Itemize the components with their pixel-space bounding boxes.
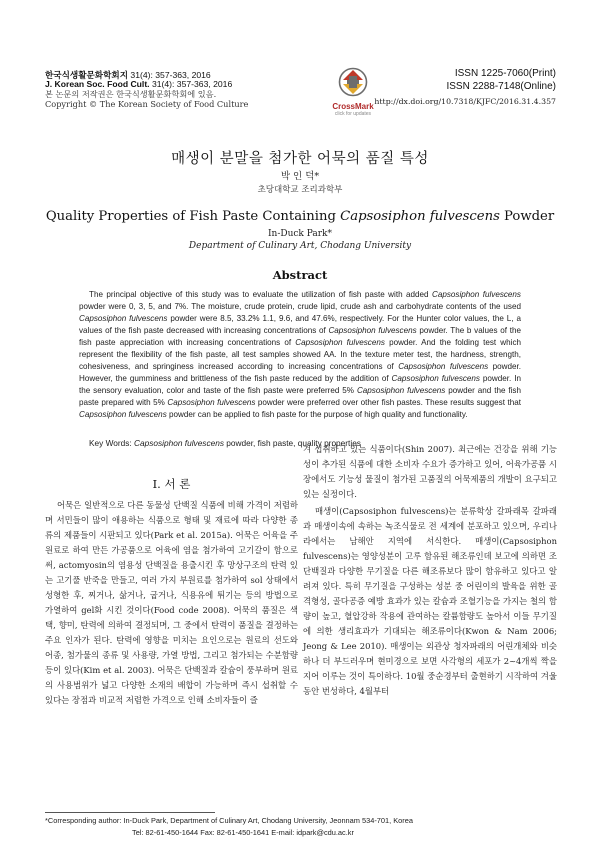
footnote-contact: Tel: 82-61-450-1644 Fax: 82-61-450-1641 E-mail: idpark@cdu.ac.kr bbox=[132, 828, 354, 837]
abstract-text: powder. The b values of the fish paste appreciation with increasing concentrations of bbox=[79, 326, 521, 347]
species-name: Capsosiphon fulvescens bbox=[391, 374, 480, 383]
doi-link[interactable]: http://dx.doi.org/10.7318/KJFC/2016.31.4.357 bbox=[374, 97, 556, 106]
abstract-text: powder and the fish paste prepared with 5% bbox=[79, 386, 521, 407]
abstract-heading: Abstract bbox=[272, 268, 328, 282]
abstract-text: powder were 0, 3, 5, and 7%. The moisture, crude protein, crude lipid, crude ash and carbohydrate contents of the used bbox=[79, 302, 521, 311]
title-en-pre: Quality Properties of Fish Paste Containing bbox=[45, 209, 341, 224]
species-name: Capsosiphon fulvescens bbox=[167, 398, 256, 407]
journal-name-kr: 한국식생활문화학회지 bbox=[45, 70, 129, 80]
footnote-corresponding: *Corresponding author: In-Duck Park, Department of Culinary Art, Chodang University, Jeonnam 534-701, Korea bbox=[45, 816, 413, 825]
body-column-right bbox=[303, 442, 557, 699]
journal-vol-en: 31(4): 357-363, 2016 bbox=[151, 79, 233, 89]
abstract-text: powder were 8.5, 33.2% 1.1, 9.6, and 47.6%, respectively. For the Hunter color values, the L, a values of the fish paste decreased with increasing concentrations of bbox=[79, 314, 521, 335]
crossmark-icon bbox=[338, 67, 368, 97]
abstract-text: powder. However, the gumminess and brittleness of the fish paste reduced by the addition of bbox=[79, 362, 521, 383]
abstract-text: powder were preferred over other fish pastes. These results suggest that bbox=[255, 398, 521, 407]
title-english bbox=[0, 209, 600, 224]
footnote-rule bbox=[45, 812, 215, 813]
author-english: In-Duck Park* bbox=[267, 229, 333, 239]
body-column-left bbox=[45, 498, 298, 708]
abstract-text: powder. In the sensory evaluation, color and taste of the fish paste were preferred 5% bbox=[79, 374, 521, 395]
crossmark-sub: click for updates bbox=[334, 111, 372, 117]
copyright-notice-kr: 본 논문의 저작권은 한국식생활문화학회에 있음. bbox=[45, 89, 217, 99]
issn-print: ISSN 1225-7060(Print) bbox=[454, 68, 556, 79]
journal-line-english bbox=[45, 79, 232, 89]
abstract-body bbox=[79, 289, 521, 421]
affiliation-english: Department of Culinary Art, Chodang University bbox=[188, 241, 412, 251]
paragraph: 겨 섭취하고 있는 식품이다(Shin 2007). 최근에는 건강을 위해 기능성이 추가된 식품에 대한 소비자 수요가 증가하고 있어, 어육가공품 시장에서도 기능성 물질이 첨가된 고품질의 어묵제품의 개발이 요구되고 있는 실정이다. bbox=[303, 444, 557, 499]
author-korean: 박 인 덕* bbox=[280, 171, 320, 182]
species-name: Capsosiphon fulvescens bbox=[328, 326, 417, 335]
keywords-label: Key Words: bbox=[89, 438, 135, 448]
keywords-species: Capsosiphon fulvescens bbox=[134, 438, 224, 448]
title-en-post: Powder bbox=[499, 209, 555, 224]
abstract-text: The principal objective of this study was to evaluate the utilization of fish paste with added bbox=[89, 290, 433, 299]
keywords-rest: powder, fish paste, quality properties bbox=[223, 438, 361, 448]
section-heading-intro: Ⅰ. 서 론 bbox=[152, 477, 191, 491]
issn-online: ISSN 2288-7148(Online) bbox=[446, 81, 556, 92]
crossmark-label: CrossMark bbox=[332, 102, 374, 111]
journal-name-en: J. Korean Soc. Food Cult. bbox=[45, 79, 150, 89]
affiliation-korean: 초당대학교 조리과학부 bbox=[257, 185, 343, 195]
species-name: Capsosiphon fulvescens bbox=[295, 338, 385, 347]
copyright-line: Copyright © The Korean Society of Food Culture bbox=[45, 99, 249, 109]
paragraph: 매생이(Capsosiphon fulvescens)는 분류학상 갈파래목 갈파래과 매생이속에 속하는 녹조식물로 전 세계에 분포하고 있으며, 우리나라에서는 남해안 지역에 서식한다. 매생이(Capsosiphon fulvescens)는 영양성분이 고루 함유된 해조류인데 보고에 의하면 조단백질과 다양한 무기질을 다른 해조류보다 많이 함유하고 있다고 알려져 있다. 특히 무기질을 구성하는 성분 중 어린이의 발육을 위한 골격형성, 골다공증 예방 효과가 있는 칼슘과 조혈기능을 가지는 철의 함량이 높고, 혈압강하 작용에 관여하는 칼륨함량도 높아서 이들 무기질에 의한 생리효과가 기대되는 해조류이다(Kwon & Nam 2006; Jeong & Lee 2010). 매생이는 외관상 청자파래의 어린개체와 비슷하나 더 부드러우며 현미경으로 보면 사각형의 세포가 2~4개씩 짝을 지어 이루는 것이 특이하다. 10월 중순경부터 출현하기 시작하여 겨울 동안 번성하다, 4월부터 bbox=[303, 506, 557, 696]
abstract-text: powder. And the folding test which represent the flexibility of the fish paste, all test samples showed AA. In the texture meter test, the hardness, strength, cohesiveness, and springiness increased according to increasing concentrations of bbox=[79, 338, 521, 371]
journal-vol-kr: 31(4): 357-363, 2016 bbox=[130, 70, 211, 80]
abstract-text: powder can be applied to fish paste for the purpose of high quality and functionality. bbox=[166, 410, 468, 419]
species-name: Capsosiphon fulvescens bbox=[356, 386, 446, 395]
species-name: Capsosiphon fulvescens bbox=[79, 410, 167, 419]
title-en-species: Capsosiphon fulvescens bbox=[340, 209, 500, 224]
paragraph: 어묵은 일반적으로 다른 동물성 단백질 식품에 비해 가격이 저렴하며 서민들이 많이 애용하는 식품으로 형태 및 재료에 따라 다양한 종류의 제품들이 시판되고 있다(Park et al. 2015a). 어묵은 어육을 주원료로 하여 만든 가공품으로 어육에 염을 첨가하여 고기갈이 함으로써, actomyosin의 염용성 단백질을 용출시킨 후 망상구조의 탄력 있는 고기풀 반죽을 만들고, 여러 가지 부원료를 첨가하여 sol 상태에서 성형한 후, 찌거나, 삶거나, 굽거나, 식용유에 튀기는 등의 방법으로 가열하여 gel화 시킨 것이다(Food code 2008). 어묵의 품질은 색택, 향미, 탄력에 의하여 결정되며, 그 중에서 탄력이 품질을 결정하는 주요 인자가 된다. 탄력에 영향을 미치는 요인으로는 원료의 선도와 어종, 첨가물의 종류 및 사용량, 가열 방법, 그리고 첨가되는 수분함량 등이 있다(Kim et al. 2003). 어묵은 단백질과 칼슘이 풍부하며 원료의 사용범위가 넓고 다양한 소재의 배합이 가능하며 즉시 섭취할 수 있다는 장점과 비교적 저렴한 가격으로 인해 소비자들이 즐 bbox=[45, 500, 298, 705]
species-name: Capsosiphon fulvescens bbox=[432, 290, 521, 299]
species-name: Capsosiphon fulvescens bbox=[398, 362, 489, 371]
crossmark-badge[interactable] bbox=[327, 67, 379, 117]
title-korean: 매생이 분말을 첨가한 어묵의 품질 특성 bbox=[171, 151, 429, 167]
species-name: Capsosiphon fulvescens bbox=[79, 314, 168, 323]
